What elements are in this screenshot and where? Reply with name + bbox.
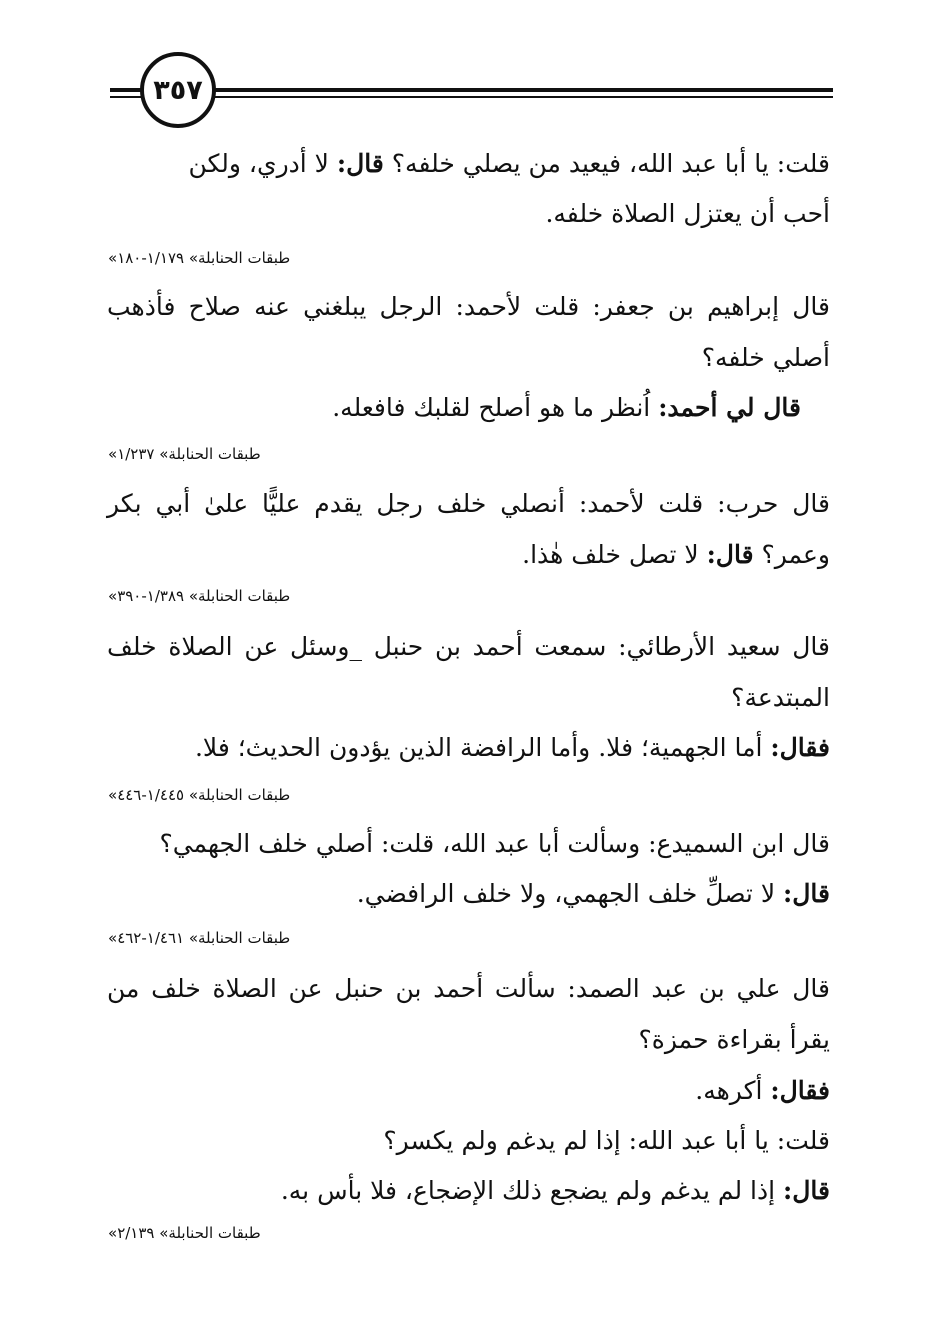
text-line: قلت: يا أبا عبد الله، فيعيد من يصلي خلفه؟ قال: لا أدري، ولكن (188, 149, 830, 178)
text-line: أحب أن يعتزل الصلاة خلفه. (545, 199, 830, 228)
reference: «طبقات الحنابلة» ١/٤٤٥-٤٤٦ (108, 786, 291, 804)
header-rule-thick (110, 88, 833, 92)
header-rule-thin (110, 96, 833, 98)
text-line: قال إبراهيم بن جعفر: قلت لأحمد: الرجل يبلغني عنه صلاح فأذهب (107, 292, 830, 321)
text-line: قال علي بن عبد الصمد: سألت أحمد بن حنبل عن الصلاة خلف من (107, 974, 830, 1003)
text-line: وعمر؟ قال: لا تصل خلف هٰذا. (522, 540, 830, 569)
text-line: قال: لا تصلِّ خلف الجهمي، ولا خلف الرافضي. (356, 879, 830, 908)
text-line: قال لي أحمد: اُنظر ما هو أصلح لقلبك فافعله. (332, 393, 801, 422)
text-line: فقال: أكرهه. (695, 1076, 830, 1105)
text-line: أصلي خلفه؟ (701, 343, 830, 372)
text-line: فقال: أما الجهمية؛ فلا. وأما الرافضة الذين يؤدون الحديث؛ فلا. (194, 733, 830, 762)
text-line: قال: إذا لم يدغم ولم يضجع ذلك الإضجاع، فلا بأس به. (280, 1176, 830, 1205)
text-line: قلت: يا أبا عبد الله: إذا لم يدغم ولم يكسر؟ (383, 1126, 830, 1155)
page-header (0, 0, 944, 130)
text-line: قال سعيد الأرطائي: سمعت أحمد بن حنبل _وسئل عن الصلاة خلف (107, 632, 830, 661)
text-line: قال ابن السميدع: وسألت أبا عبد الله، قلت: أصلي خلف الجهمي؟ (159, 829, 830, 858)
text-line: قال حرب: قلت لأحمد: أنصلي خلف رجل يقدم عليًّا علىٰ أبي بكر (107, 489, 830, 518)
reference: «طبقات الحنابلة» ١/٢٣٧ (108, 445, 261, 463)
reference: «طبقات الحنابلة» ١/٤٦١-٤٦٢ (108, 929, 291, 947)
page-number: ٣٥٧ (140, 52, 216, 128)
text-line: المبتدعة؟ (731, 683, 830, 712)
text-line: يقرأ بقراءة حمزة؟ (638, 1025, 830, 1054)
reference: «طبقات الحنابلة» ١/٣٨٩-٣٩٠ (108, 587, 291, 605)
reference: «طبقات الحنابلة» ٢/١٣٩ (108, 1224, 261, 1242)
reference: «طبقات الحنابلة» ١/١٧٩-١٨٠ (108, 249, 291, 267)
